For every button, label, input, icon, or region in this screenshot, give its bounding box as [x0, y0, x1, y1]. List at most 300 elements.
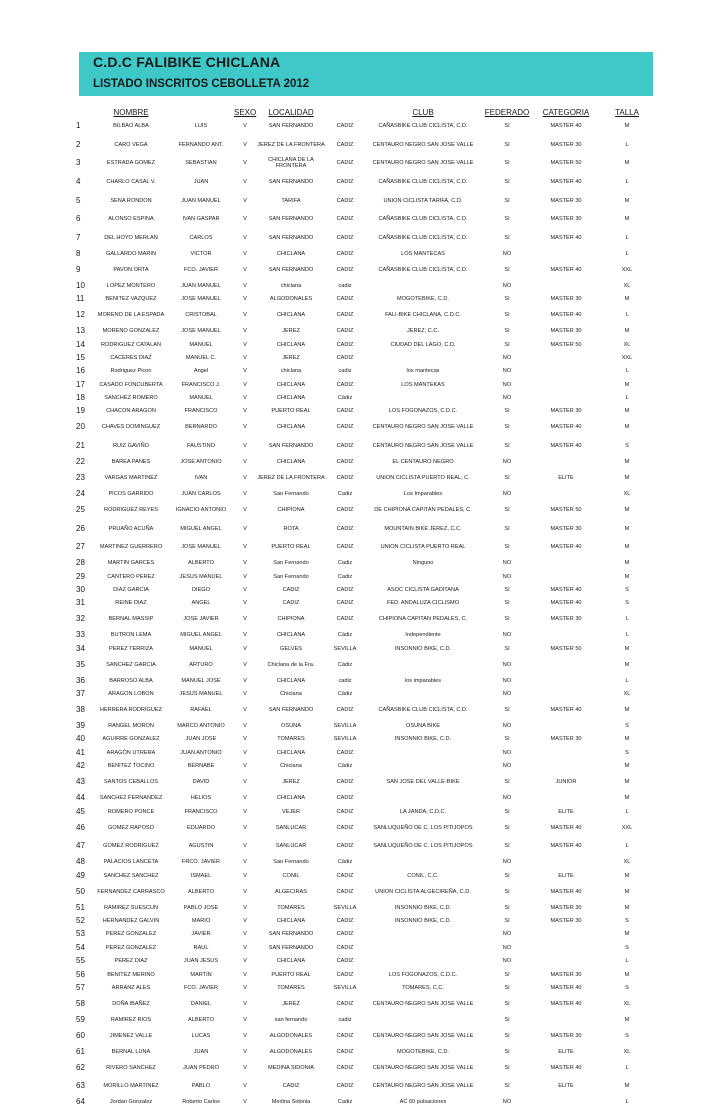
locality-cell: SANLUCAR [275, 824, 307, 831]
club-cell [364, 941, 482, 954]
locality-cell: CHICLANA [276, 749, 306, 756]
club-cell: FED. ANDALUZA CICLISMO [386, 600, 460, 607]
province-cell: CADIZ [336, 586, 354, 593]
row-number: 62 [76, 1062, 85, 1072]
surname-cell: RANGEL MORON [108, 723, 154, 730]
surname-cell: BUTRON LEMA [110, 632, 152, 639]
province-cell: CADIZ [336, 1064, 354, 1071]
province-cell: CADIZ [336, 216, 354, 223]
federated-cell: NO [502, 459, 512, 466]
locality-cell: CADIZ [282, 600, 300, 607]
table-row [70, 1045, 654, 1058]
size-cell: L [625, 141, 629, 148]
first-name-cell: BERNARDO [185, 424, 217, 431]
federated-cell: SI [504, 141, 510, 148]
table-row [70, 805, 654, 818]
size-cell: M [624, 560, 630, 567]
sex-cell: V [243, 266, 247, 273]
club-cell: INSONNIO BIKE, C.D. [394, 904, 452, 911]
province-cell: CADIZ [336, 843, 354, 850]
surname-cell: MORENO DE LA ESPADA [97, 312, 165, 319]
club-cell [364, 792, 482, 805]
club-cell [364, 656, 482, 675]
club-cell: SANLUQUEÑO DE C. LOS PITIJOPOS [373, 824, 473, 831]
category-cell: ELITE [558, 475, 574, 482]
category-cell: MASTER 30 [550, 616, 582, 623]
row-number: 5 [76, 195, 81, 205]
category-cell: MASTER 40 [550, 424, 582, 431]
province-cell: CADIZ [336, 178, 354, 185]
locality-cell: JEREZ [282, 354, 300, 361]
sex-cell: V [243, 661, 247, 668]
province-cell: Cadiz [337, 1099, 353, 1106]
table-row [70, 760, 654, 773]
federated-cell: SI [504, 1000, 510, 1007]
club-cell [364, 1013, 482, 1026]
table-row [70, 391, 654, 404]
club-cell [364, 688, 482, 701]
sex-cell: V [243, 123, 247, 130]
category-cell: MASTER 40 [550, 707, 582, 714]
table-row [70, 914, 654, 927]
surname-cell: GOMEZ RAPOSO [108, 824, 154, 831]
locality-cell: CHICLANA [276, 381, 306, 388]
sex-cell: V [243, 736, 247, 743]
first-name-cell: JUAN JESUS [183, 958, 219, 965]
province-cell: CADIZ [336, 616, 354, 623]
club-cell: INSONNIO BIKE, C.D. [394, 917, 452, 924]
federated-cell: SI [504, 824, 510, 831]
surname-cell: BARROSO ALBA [109, 677, 153, 684]
club-cell: CONIL, C.C. [407, 872, 439, 879]
federated-cell: SI [504, 1083, 510, 1090]
locality-cell: ROTA [283, 525, 299, 532]
sex-cell: V [243, 560, 247, 567]
row-number: 13 [76, 326, 85, 336]
table-row [70, 941, 654, 954]
province-cell: CADIZ [336, 443, 354, 450]
row-number: 16 [76, 366, 85, 376]
sex-cell: V [243, 795, 247, 802]
federated-cell: SI [504, 917, 510, 924]
surname-cell: HERNANDEZ GALVIN [102, 917, 160, 924]
sex-cell: V [243, 843, 247, 850]
locality-cell: Medina Sidonia [271, 1099, 311, 1106]
table-row [70, 519, 654, 538]
federated-cell: NO [502, 573, 512, 580]
province-cell: cadiz [338, 1016, 352, 1023]
sex-cell: V [243, 544, 247, 551]
row-number: 2 [76, 139, 81, 149]
category-cell: MASTER 30 [550, 216, 582, 223]
surname-cell: BAREA PANES [111, 459, 151, 466]
locality-cell: TOMARES [277, 736, 305, 743]
club-cell: Ninguno [412, 560, 434, 567]
row-number: 15 [76, 352, 85, 362]
sex-cell: V [243, 408, 247, 415]
category-cell: MASTER 50 [550, 507, 582, 513]
federated-cell: SI [504, 160, 510, 167]
first-name-cell: JOSE JAVIER [183, 616, 219, 623]
first-name-cell: JUAN MANUEL [181, 197, 221, 204]
province-cell: CADIZ [336, 707, 354, 714]
province-cell: CADIZ [336, 600, 354, 607]
sex-cell: V [243, 632, 247, 639]
size-cell: L [625, 958, 629, 965]
club-cell: CENTAURO NEGRO SAN JOSE VALLE [372, 141, 474, 148]
size-cell: L [625, 843, 629, 850]
province-cell: CADIZ [336, 749, 354, 756]
province-cell: CADIZ [336, 296, 354, 303]
size-cell: M [624, 197, 630, 204]
federated-cell: SI [504, 1048, 510, 1055]
sex-cell: V [243, 1048, 247, 1055]
province-cell: CADIZ [336, 160, 354, 167]
first-name-cell: PABLO [191, 1083, 211, 1090]
row-number: 14 [76, 339, 85, 349]
row-number: 35 [76, 659, 85, 669]
federated-cell: NO [502, 931, 512, 938]
table-row [70, 733, 654, 746]
province-cell: cadiz [338, 368, 352, 375]
locality-cell: CHICLANA [276, 395, 306, 402]
federated-cell: SI [504, 408, 510, 415]
province-cell: CADIZ [336, 958, 354, 965]
row-number: 28 [76, 558, 85, 568]
size-cell: S [625, 723, 629, 730]
club-cell: AC 60 pulsaciones [399, 1099, 447, 1106]
surname-cell: CHAVES DOMINGUEZ [101, 424, 161, 431]
surname-cell: CARO VEGA [114, 141, 148, 148]
club-cell: LOS MANTECAS [401, 250, 445, 257]
sex-cell: V [243, 368, 247, 375]
federated-cell: SI [504, 197, 510, 204]
province-cell: SEVILLA [333, 984, 357, 991]
federated-cell: NO [502, 795, 512, 802]
federated-cell: SI [504, 123, 510, 130]
size-cell: M [624, 408, 630, 415]
category-cell: MASTER 40 [550, 888, 582, 895]
sex-cell: V [243, 197, 247, 204]
surname-cell: MORENO GONZALEZ [102, 328, 160, 335]
federated-cell: SI [504, 616, 510, 623]
sex-cell: V [243, 1000, 247, 1007]
locality-cell: MEDINA SIDONIA [267, 1064, 314, 1071]
surname-cell: PEREZ GONZALEZ [105, 944, 157, 951]
surname-cell: SANTOS CEBALLOS [104, 779, 158, 786]
sex-cell: V [243, 424, 247, 431]
first-name-cell: LUIS [194, 123, 208, 130]
club-cell [364, 856, 482, 869]
first-name-cell: Angel [193, 368, 209, 375]
locality-cell: CHICLANA [276, 424, 306, 431]
row-number: 52 [76, 915, 85, 925]
province-cell: CADIZ [336, 123, 354, 130]
table-row [70, 995, 654, 1014]
row-number: 34 [76, 643, 85, 653]
category-cell [532, 760, 600, 773]
size-cell: M [624, 1016, 630, 1023]
club-cell: INSONNIO BIKE, C.D. [394, 645, 452, 652]
sex-cell: V [243, 600, 247, 607]
surname-cell: CANTERO PEREZ [107, 573, 155, 580]
club-cell: DE CHIPIONA CAPITAN PEDALES, C. [374, 507, 472, 513]
federated-cell: NO [502, 723, 512, 730]
first-name-cell: JOSE MANUEL [181, 544, 221, 551]
size-cell: M [624, 525, 630, 532]
surname-cell: Rodriguez Picon [110, 368, 152, 375]
club-cell: CAÑASBIKE CLUB CICLISTA, C.D. [378, 216, 468, 223]
federated-cell: NO [502, 368, 512, 375]
federated-cell: NO [502, 395, 512, 402]
surname-cell: PICOS GARRIDO [108, 491, 154, 498]
sex-cell: V [243, 984, 247, 991]
federated-cell: NO [502, 282, 512, 289]
province-cell: CADIZ [336, 354, 354, 361]
locality-cell: SAN FERNANDO [268, 178, 314, 185]
row-number: 8 [76, 248, 81, 258]
registrations-table [70, 104, 654, 1109]
locality-cell: san fernando [274, 1016, 308, 1023]
table-row [70, 487, 654, 500]
federated-cell: SI [504, 178, 510, 185]
club-cell: LOS FOGONAZOS, C.D.C. [388, 408, 458, 415]
category-cell: MASTER 30 [550, 1032, 582, 1039]
surname-cell: ARAGÓN UTRERA [106, 749, 156, 756]
locality-cell: SAN FERNANDO [268, 266, 314, 273]
category-cell: ELITE [558, 872, 574, 879]
sex-cell: V [243, 931, 247, 938]
sex-cell: V [243, 459, 247, 466]
table-row [70, 955, 654, 968]
category-cell: MASTER 50 [550, 160, 582, 167]
locality-cell: PUERTO REAL [271, 544, 311, 551]
sex-cell: V [243, 645, 247, 652]
club-cell: los imparables [404, 677, 442, 684]
row-number: 1 [76, 121, 81, 131]
federated-cell: SI [504, 443, 510, 450]
locality-cell: ALGODONALES [269, 296, 313, 303]
federated-cell: SI [504, 234, 510, 241]
club-cell: CAÑASBIKE CLUB CICLISTA, C.D. [378, 178, 468, 185]
province-cell: CADIZ [336, 1000, 354, 1007]
table-row [70, 501, 654, 520]
locality-cell: CONIL [282, 872, 300, 879]
surname-cell: RUIZ GAVIÑO [113, 443, 149, 450]
first-name-cell: JOSE MANUEL [181, 328, 221, 335]
table-row [70, 1096, 654, 1109]
category-cell [532, 688, 600, 701]
locality-cell: chiclana [280, 282, 302, 289]
sex-cell: V [243, 971, 247, 978]
size-cell: M [624, 475, 630, 482]
locality-cell: chiclana [280, 368, 302, 375]
first-name-cell: FRANCISCO [184, 808, 218, 815]
category-cell: ELITE [558, 808, 574, 815]
size-cell: M [624, 779, 630, 786]
surname-cell: CHARLO CASAL V. [106, 178, 156, 185]
club-cell: CENTAURO NEGRO SAN JOSE VALLE [372, 424, 474, 431]
province-cell: CADIZ [336, 888, 354, 895]
surname-cell: BERNAL LUNA [111, 1048, 151, 1055]
category-cell: MASTER 40 [550, 843, 582, 850]
club-cell: Independiente [405, 632, 441, 639]
table-row [70, 378, 654, 391]
size-cell: S [625, 749, 629, 756]
category-cell [532, 455, 600, 468]
locality-cell: CHICLANA [276, 917, 306, 924]
row-number: 48 [76, 857, 85, 867]
sex-cell: V [243, 808, 247, 815]
table-row [70, 557, 654, 570]
category-cell [532, 365, 600, 378]
club-cell: CENTAURO NEGRO SAN JOSE VALLE [372, 1000, 474, 1007]
table-row [70, 818, 654, 837]
first-name-cell: MIGUEL ANGEL [180, 632, 222, 639]
size-cell: M [624, 123, 630, 130]
col-header-sexo: SEXO [234, 108, 257, 117]
province-cell: CADIZ [336, 824, 354, 831]
sex-cell: V [243, 958, 247, 965]
sex-cell: V [243, 160, 247, 167]
locality-cell: PUERTO REAL [271, 408, 311, 415]
category-cell: MASTER 30 [550, 328, 582, 335]
sex-cell: V [243, 1016, 247, 1023]
first-name-cell: IVAN GASPAR [182, 216, 220, 223]
sex-cell: V [243, 443, 247, 450]
row-number: 54 [76, 942, 85, 952]
first-name-cell: JUAN PEDRO [182, 1064, 220, 1071]
sex-cell: V [243, 707, 247, 714]
locality-cell: San Fernando [273, 491, 309, 498]
federated-cell: NO [502, 560, 512, 567]
table-row [70, 629, 654, 642]
table-row [70, 365, 654, 378]
table-row [70, 597, 654, 610]
table-row [70, 746, 654, 759]
table-row [70, 1027, 654, 1046]
federated-cell: SI [504, 971, 510, 978]
size-cell: M [624, 763, 630, 770]
category-cell: MASTER 40 [550, 234, 582, 241]
surname-cell: PEREZ TERRIZA [108, 645, 154, 652]
federated-cell: SI [504, 984, 510, 991]
sex-cell: V [243, 296, 247, 303]
size-cell: M [624, 381, 630, 388]
category-cell: ELITE [558, 1048, 574, 1055]
first-name-cell: FCO. JAVIER [183, 984, 219, 991]
locality-cell: CHICLANA [276, 250, 306, 257]
first-name-cell: ALBERTO [188, 560, 214, 567]
club-cell: SANLUQUEÑO DE C. LOS PITIJOPOS [373, 843, 473, 850]
size-cell: XXL [621, 266, 633, 273]
club-cell: INSONNIO BIKE, C.D. [394, 736, 452, 743]
surname-cell: VARGAS MARTINEZ [104, 475, 158, 482]
size-cell: XXL [621, 824, 633, 831]
first-name-cell: MANUEL [189, 395, 213, 402]
table-row [70, 837, 654, 856]
club-cell: UNION CICLISTA ALGECIREÑA, C.D. [375, 888, 471, 895]
size-cell: XL [623, 691, 631, 698]
locality-cell: CHICLANA [276, 677, 306, 684]
category-cell: JUNIOR [555, 779, 577, 786]
federated-cell: NO [502, 632, 512, 639]
table-row [70, 351, 654, 364]
size-cell: M [624, 931, 630, 938]
size-cell: L [625, 312, 629, 319]
size-cell: XL [623, 859, 631, 866]
province-cell: Cádiz [337, 859, 353, 866]
first-name-cell: LUCAS [191, 1032, 211, 1039]
size-cell: L [625, 1064, 629, 1071]
category-cell [532, 955, 600, 968]
sex-cell: V [243, 395, 247, 402]
category-cell: MASTER 40 [550, 1064, 582, 1071]
first-name-cell: MARCO ANTONIO [177, 723, 225, 730]
table-row [70, 437, 654, 456]
surname-cell: SANCHEZ FERNANDEZ [99, 795, 163, 802]
province-cell: CADIZ [336, 507, 354, 513]
first-name-cell: JUAN [193, 1048, 209, 1055]
row-number: 61 [76, 1046, 85, 1056]
size-cell: M [624, 459, 630, 466]
row-number: 11 [76, 294, 85, 304]
club-cell: CHIPIONA CAPITAN PEDALES, C. [378, 616, 468, 623]
locality-cell: San Fernando [273, 560, 309, 567]
size-cell: S [625, 600, 629, 607]
category-cell [532, 279, 600, 292]
locality-cell: SAN FERNANDO [268, 443, 314, 450]
table-row [70, 656, 654, 675]
first-name-cell: FCO. JAVIER [183, 266, 219, 273]
club-cell [364, 351, 482, 364]
federated-cell: NO [502, 491, 512, 498]
province-cell: CADIZ [336, 917, 354, 924]
size-cell: L [625, 677, 629, 684]
table-row [70, 538, 654, 557]
federated-cell: NO [502, 691, 512, 698]
row-number: 39 [76, 721, 85, 731]
row-number: 29 [76, 571, 85, 581]
table-row [70, 279, 654, 292]
sex-cell: V [243, 234, 247, 241]
federated-cell: SI [504, 872, 510, 879]
size-cell: M [624, 971, 630, 978]
province-cell: CADIZ [336, 381, 354, 388]
federated-cell: SI [504, 1032, 510, 1039]
federated-cell: SI [504, 312, 510, 319]
row-number: 31 [76, 598, 85, 608]
category-cell [532, 928, 600, 941]
first-name-cell: SEBASTIAN [185, 160, 217, 167]
locality-cell: OSUNA [281, 723, 301, 730]
surname-cell: ARRANZ ALES [111, 984, 151, 991]
locality-cell: San Fernando [273, 859, 309, 866]
category-cell [532, 557, 600, 570]
province-cell: CADIZ [336, 234, 354, 241]
club-cell: UNION CICLISTA TARIFA, C.D. [383, 197, 463, 204]
club-cell: Los Imparables [403, 491, 443, 498]
row-number: 42 [76, 761, 85, 771]
club-cell: CENTAURO NEGRO SAN JOSE VALLE [372, 1032, 474, 1039]
sex-cell: V [243, 904, 247, 911]
row-number: 3 [76, 158, 81, 168]
sex-cell: V [243, 491, 247, 498]
province-cell: CADIZ [336, 544, 354, 551]
locality-cell: JEREZ [282, 328, 300, 335]
size-cell: L [625, 632, 629, 639]
federated-cell: SI [504, 216, 510, 223]
